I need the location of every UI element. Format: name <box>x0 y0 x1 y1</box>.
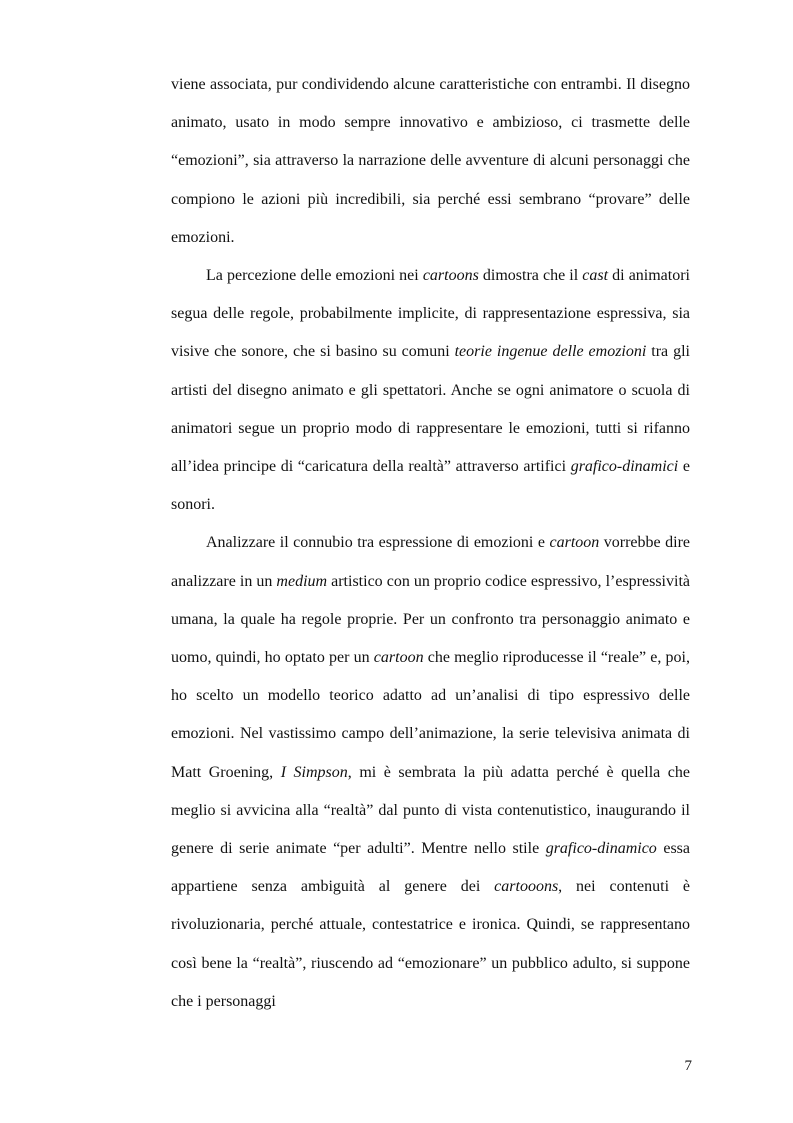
italic-term: cast <box>582 267 609 285</box>
paragraph-2 <box>171 257 690 524</box>
paragraph-3 <box>171 524 690 1021</box>
italic-term: grafico-dinamico <box>545 840 657 858</box>
italic-term: cartooons <box>494 878 559 896</box>
text-segment: dimostra che il <box>478 267 583 285</box>
text-segment: La percezione delle emozioni nei <box>206 267 423 285</box>
document-body <box>171 66 690 1021</box>
text-segment: che meglio riproducesse il “reale” e, poi, ho scelto un modello teorico adatto ad un’analisi di tipo espressivo delle emozioni. Nel vastissimo campo dell’animazione, la serie televisiva animata di Matt Groening, <box>171 649 690 781</box>
text-segment: , mi è sembrata la più adatta perché è quella che meglio si avvicina alla “realtà” dal punto di vista contenutistico, inaugurando il genere di serie animate “per adulti”. Mentre nello stile <box>171 763 690 858</box>
italic-term: cartoon <box>373 649 424 667</box>
text-segment: essa appartiene senza ambiguità al genere dei <box>171 840 690 896</box>
text-segment: vorrebbe dire analizzare in un <box>171 534 691 590</box>
text-segment: Analizzare il connubio tra espressione di emozioni e <box>206 534 550 552</box>
italic-term: medium <box>276 572 328 590</box>
italic-term: cartoon <box>549 534 600 552</box>
text-segment: di animatori segua delle regole, probabilmente implicite, di rappresentazione espressiva, sia visive che sonore, che si basino su comuni <box>171 267 691 361</box>
italic-term: grafico-dinamici <box>570 458 679 476</box>
page-number: 7 <box>684 1058 692 1074</box>
italic-term: teorie ingenue delle emozioni <box>454 343 647 361</box>
text-segment: tra gli artisti del disegno animato e gli spettatori. Anche se ogni animatore o scuola di animatori segue un proprio modo di rappresentare le emozioni, tutti si rifanno all’idea principe di “caricatura della realtà” attraverso artifici <box>171 343 691 476</box>
text-segment: artistico con un proprio codice espressivo, l’espressività umana, la quale ha regole proprie. Per un confronto tra personaggio animato e uomo, quindi, ho optato per un <box>171 572 690 667</box>
italic-term: I Simpson <box>280 763 348 781</box>
italic-term: cartoons <box>422 267 479 285</box>
text-segment: , nei contenuti è rivoluzionaria, perché attuale, contestatrice e ironica. Quindi, se rappresentano così bene la “realtà”, riuscendo ad “emozionare” un pubblico adulto, si suppone che i personaggi <box>171 878 691 1010</box>
text-segment: e sonori. <box>171 458 690 514</box>
text-segment: viene associata, pur condividendo alcune caratteristiche con entrambi. Il disegno animato, usato in modo sempre innovativo e ambizioso, ci trasmette delle “emozioni”, sia attraverso la narrazione delle avventure di alcuni personaggi che compiono le azioni più incredibili, sia perché essi sembrano “provare” delle emozioni. <box>171 76 690 246</box>
paragraph-1 <box>171 66 690 257</box>
